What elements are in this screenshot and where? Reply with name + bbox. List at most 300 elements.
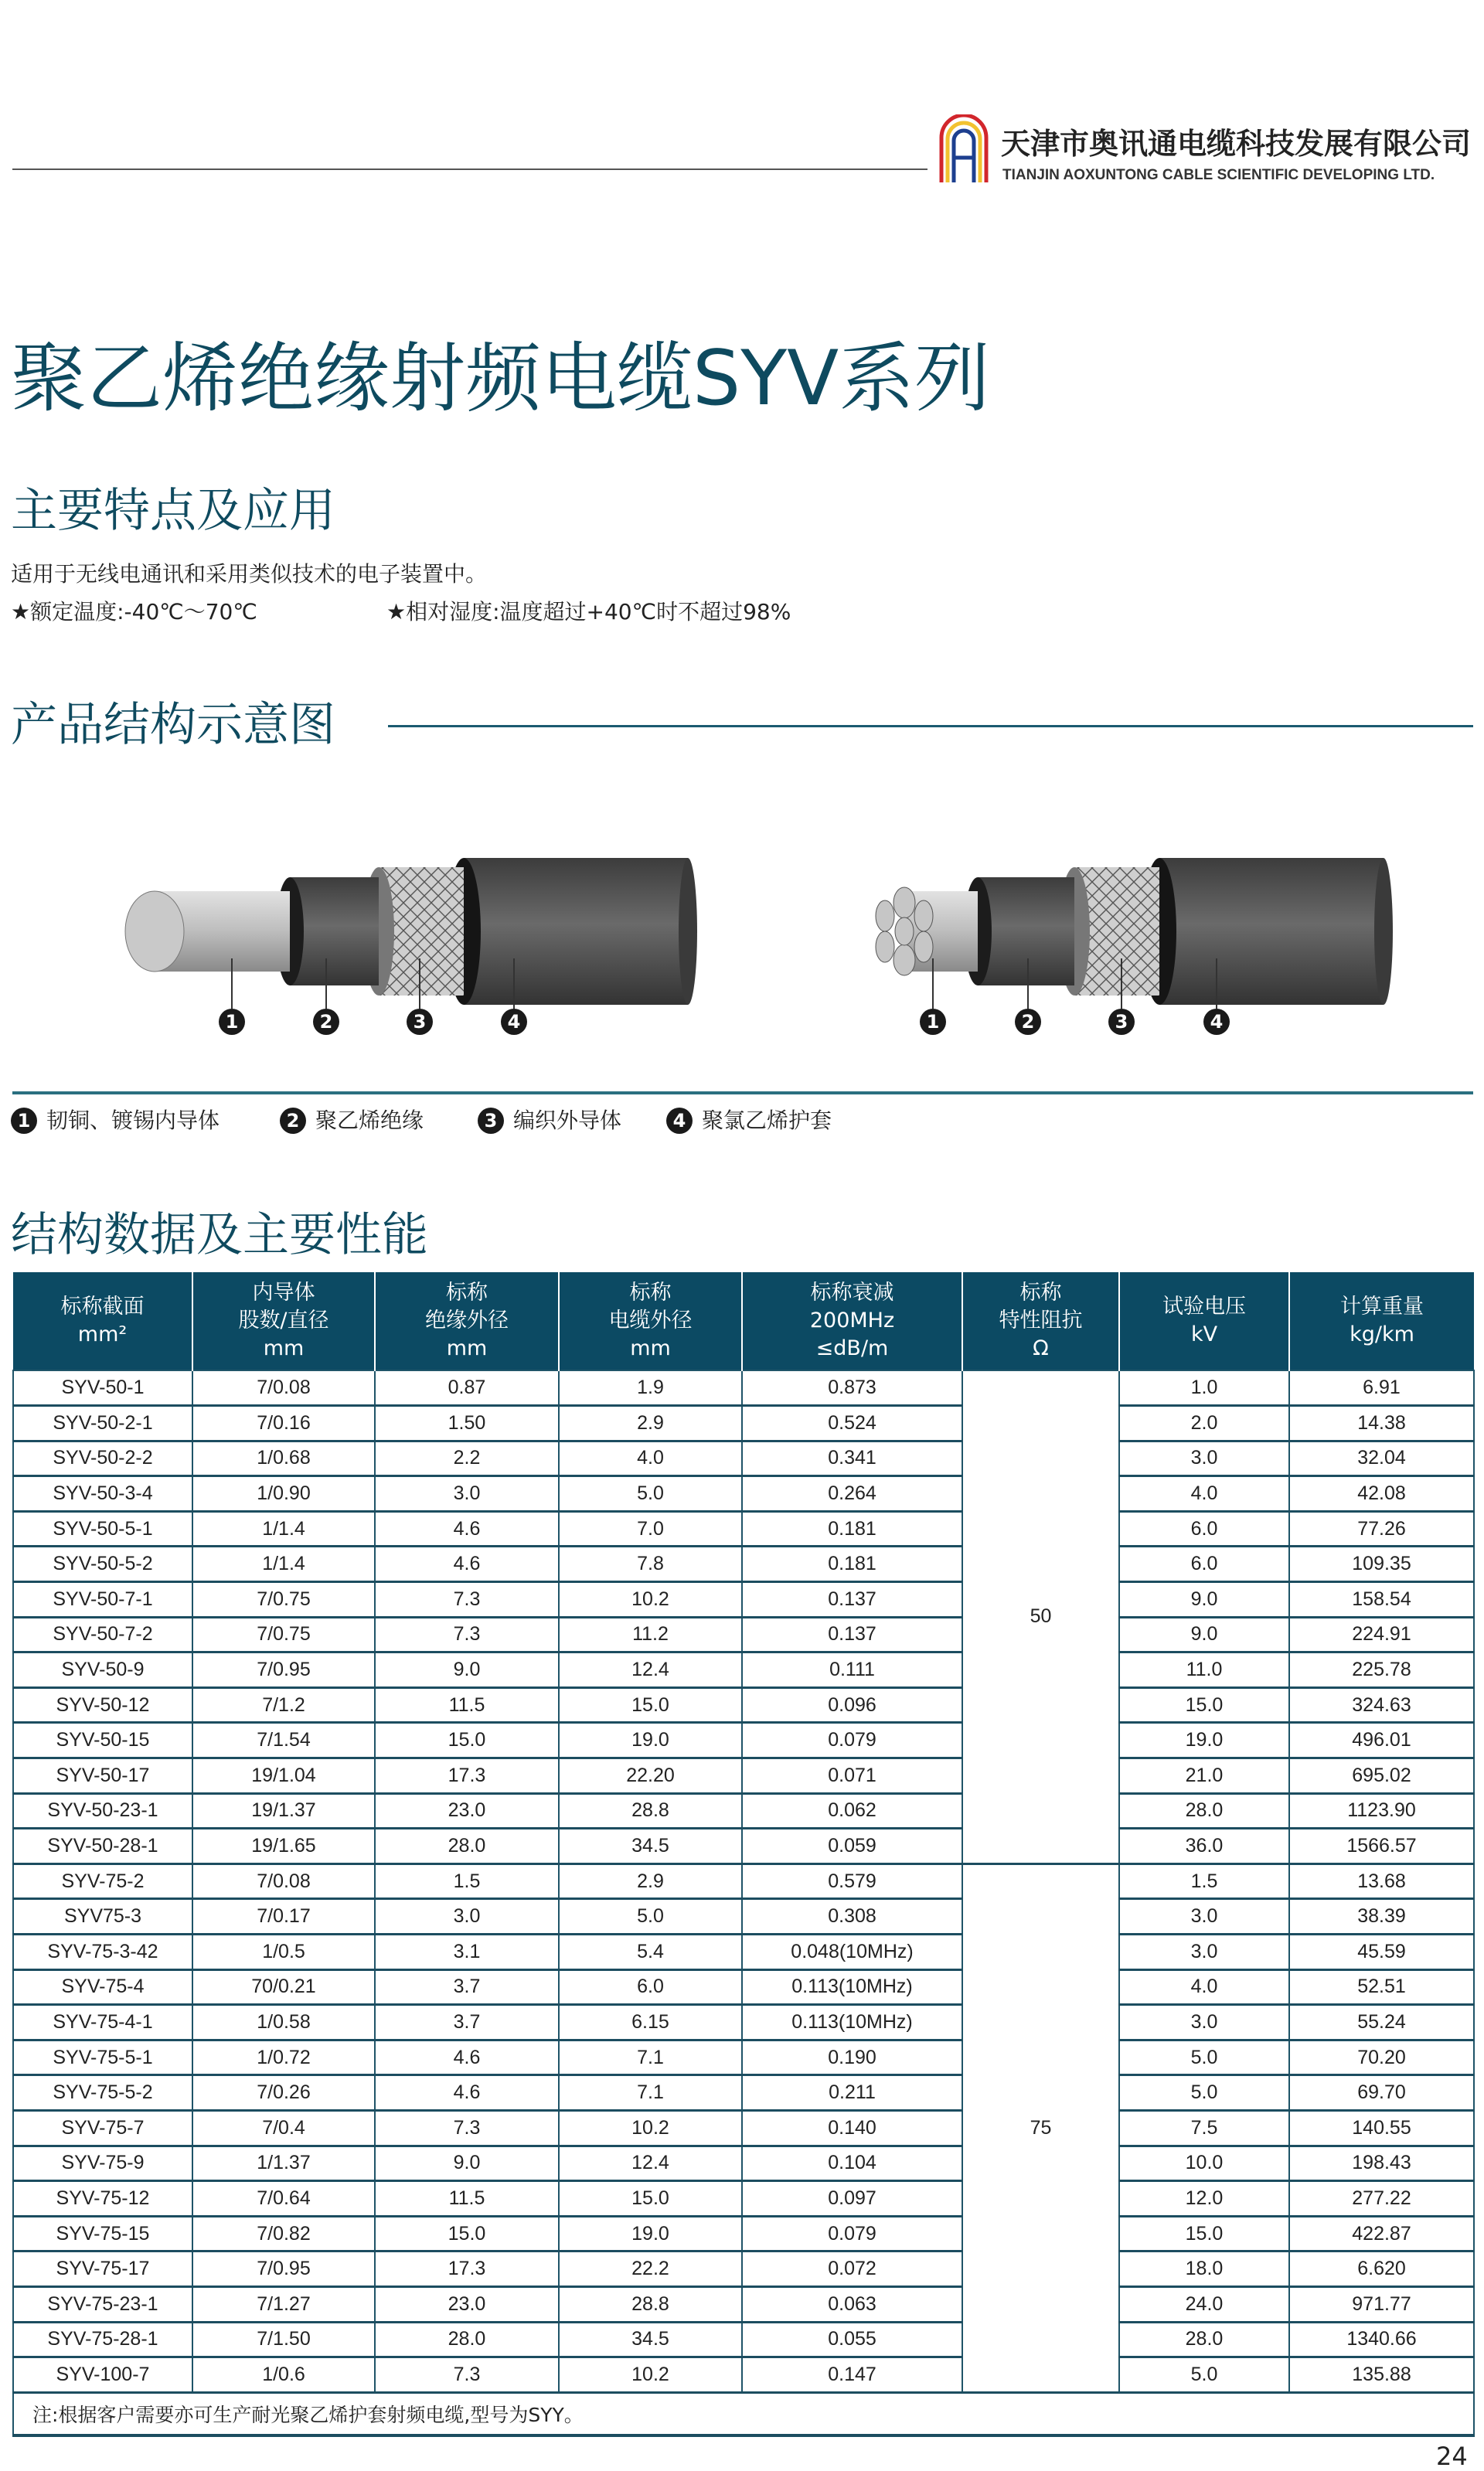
column-header-line: 股数/直径 — [238, 1309, 329, 1333]
test-voltage-cell: 6.0 — [1119, 1511, 1289, 1547]
model-cell: SYV-50-1 — [13, 1370, 192, 1406]
cable-diameter-cell: 28.8 — [559, 1793, 742, 1829]
table-row — [13, 1758, 1474, 1794]
stranded-core-cable — [876, 858, 1393, 1005]
test-voltage-cell: 1.0 — [1119, 1370, 1289, 1406]
attenuation-cell: 0.096 — [742, 1687, 962, 1723]
column-header-line: 特性阻抗 — [999, 1309, 1083, 1333]
table-heading: 结构数据及主要性能 — [11, 1208, 428, 1262]
cable-diameter-cell: 10.2 — [559, 2357, 742, 2393]
table-row — [13, 2005, 1474, 2040]
insulation-diameter-cell: 9.0 — [375, 1652, 559, 1688]
weight-cell: 38.39 — [1289, 1899, 1474, 1935]
attenuation-cell: 0.111 — [742, 1652, 962, 1688]
test-voltage-cell: 5.0 — [1119, 2357, 1289, 2393]
conductor-cell: 7/0.08 — [192, 1370, 375, 1406]
attenuation-cell: 0.072 — [742, 2251, 962, 2287]
insulation-diameter-cell: 3.7 — [375, 2005, 559, 2040]
insulation-diameter-cell: 1.5 — [375, 1863, 559, 1899]
column-header-line: mm² — [77, 1322, 128, 1346]
cable-diameter-cell: 7.1 — [559, 2075, 742, 2111]
column-header-line: 标称截面 — [60, 1295, 145, 1319]
column-header-line: 试验电压 — [1162, 1295, 1246, 1319]
insulation-diameter-cell: 9.0 — [375, 2146, 559, 2181]
insulation-diameter-cell: 11.5 — [375, 2181, 559, 2217]
weight-cell: 1123.90 — [1289, 1793, 1474, 1829]
model-cell: SYV-75-17 — [13, 2251, 192, 2287]
insulation-diameter-cell: 4.6 — [375, 1511, 559, 1547]
page-title: 聚乙烯绝缘射频电缆SYV系列 — [11, 335, 991, 423]
column-header-line: 电缆外径 — [608, 1309, 693, 1333]
header-rule — [12, 168, 928, 170]
test-voltage-cell: 11.0 — [1119, 1652, 1289, 1688]
attenuation-cell: 0.048(10MHz) — [742, 1935, 962, 1970]
weight-cell: 277.22 — [1289, 2181, 1474, 2217]
column-header-line: Ω — [1033, 1336, 1049, 1360]
conductor-cell: 1/0.58 — [192, 2005, 375, 2040]
cable-diameter-cell: 7.1 — [559, 2040, 742, 2075]
model-cell: SYV-50-23-1 — [13, 1793, 192, 1829]
test-voltage-cell: 2.0 — [1119, 1406, 1289, 1441]
model-cell: SYV-75-4 — [13, 1969, 192, 2005]
test-voltage-cell: 4.0 — [1119, 1476, 1289, 1512]
insulation-diameter-cell: 3.1 — [375, 1935, 559, 1970]
weight-cell: 695.02 — [1289, 1758, 1474, 1794]
test-voltage-cell: 3.0 — [1119, 1899, 1289, 1935]
legend-item-insulation — [280, 1107, 424, 1135]
insulation-diameter-cell: 7.3 — [375, 2110, 559, 2146]
column-header-line: 计算重量 — [1340, 1295, 1424, 1319]
weight-cell: 224.91 — [1289, 1617, 1474, 1652]
insulation-diameter-cell: 4.6 — [375, 2075, 559, 2111]
test-voltage-cell: 15.0 — [1119, 2216, 1289, 2251]
conductor-cell: 1/1.4 — [192, 1547, 375, 1582]
model-cell: SYV-75-23-1 — [13, 2286, 192, 2322]
cable-diameter-cell: 1.9 — [559, 1370, 742, 1406]
column-header-line: mm — [630, 1336, 671, 1360]
attenuation-cell: 0.524 — [742, 1406, 962, 1441]
number-badge: 4 — [666, 1108, 693, 1134]
cable-diameter-cell: 7.0 — [559, 1511, 742, 1547]
page-number: 24 — [1436, 2442, 1468, 2471]
table-row — [13, 2216, 1474, 2251]
attenuation-cell: 0.079 — [742, 2216, 962, 2251]
weight-cell: 6.91 — [1289, 1370, 1474, 1406]
attenuation-cell: 0.137 — [742, 1582, 962, 1618]
conductor-cell: 7/0.17 — [192, 1899, 375, 1935]
weight-cell: 6.620 — [1289, 2251, 1474, 2287]
insulation-diameter-cell: 17.3 — [375, 1758, 559, 1794]
column-header — [13, 1272, 192, 1370]
test-voltage-cell: 15.0 — [1119, 1687, 1289, 1723]
table-row — [13, 1829, 1474, 1864]
model-cell: SYV-50-12 — [13, 1687, 192, 1723]
attenuation-cell: 0.181 — [742, 1547, 962, 1582]
cable-diameter-cell: 11.2 — [559, 1617, 742, 1652]
weight-cell: 140.55 — [1289, 2110, 1474, 2146]
weight-cell: 109.35 — [1289, 1547, 1474, 1582]
model-cell: SYV-50-28-1 — [13, 1829, 192, 1864]
cable-diameter-cell: 5.4 — [559, 1935, 742, 1970]
column-header-line: mm — [446, 1336, 488, 1360]
cable-diameter-cell: 2.9 — [559, 1406, 742, 1441]
table-row — [13, 2146, 1474, 2181]
rated-temperature: ★额定温度:-40℃～70℃ — [11, 599, 257, 625]
table-row — [13, 1441, 1474, 1476]
model-cell: SYV-50-5-2 — [13, 1547, 192, 1582]
table-row — [13, 1899, 1474, 1935]
attenuation-cell: 0.079 — [742, 1723, 962, 1758]
legend-item-sheath — [666, 1107, 832, 1135]
callout-number: 3 — [1108, 1009, 1135, 1035]
model-cell: SYV-50-9 — [13, 1652, 192, 1688]
conductor-cell: 19/1.65 — [192, 1829, 375, 1864]
conductor-cell: 7/0.64 — [192, 2181, 375, 2217]
insulation-diameter-cell: 4.6 — [375, 2040, 559, 2075]
conductor-cell: 7/1.50 — [192, 2322, 375, 2357]
callout-number: 2 — [1015, 1009, 1041, 1035]
conductor-cell: 7/0.26 — [192, 2075, 375, 2111]
test-voltage-cell: 19.0 — [1119, 1723, 1289, 1758]
model-cell: SYV-75-3-42 — [13, 1935, 192, 1970]
conductor-cell: 1/0.90 — [192, 1476, 375, 1512]
relative-humidity: ★相对湿度:温度超过+40℃时不超过98% — [386, 599, 791, 625]
attenuation-cell: 0.579 — [742, 1863, 962, 1899]
attenuation-cell: 0.097 — [742, 2181, 962, 2217]
conductor-cell: 7/0.75 — [192, 1617, 375, 1652]
conductor-cell: 7/0.08 — [192, 1863, 375, 1899]
conductor-cell: 1/1.37 — [192, 2146, 375, 2181]
model-cell: SYV-50-5-1 — [13, 1511, 192, 1547]
column-header-line: ≤dB/m — [815, 1336, 889, 1360]
column-header-line: kg/km — [1350, 1322, 1414, 1346]
insulation-diameter-cell: 3.0 — [375, 1899, 559, 1935]
conductor-cell: 7/0.95 — [192, 1652, 375, 1688]
table-row — [13, 1406, 1474, 1441]
column-header-line: 绝缘外径 — [425, 1309, 509, 1333]
conductor-cell: 7/1.2 — [192, 1687, 375, 1723]
table-row — [13, 1969, 1474, 2005]
company-logo — [937, 114, 991, 184]
column-header — [375, 1272, 559, 1370]
weight-cell: 77.26 — [1289, 1511, 1474, 1547]
model-cell: SYV-50-17 — [13, 1758, 192, 1794]
conductor-cell: 7/0.82 — [192, 2216, 375, 2251]
insulation-diameter-cell: 7.3 — [375, 2357, 559, 2393]
column-header-line: 标称 — [629, 1281, 672, 1305]
test-voltage-cell: 3.0 — [1119, 2005, 1289, 2040]
insulation-diameter-cell: 17.3 — [375, 2251, 559, 2287]
table-row — [13, 2322, 1474, 2357]
test-voltage-cell: 3.0 — [1119, 1935, 1289, 1970]
test-voltage-cell: 7.5 — [1119, 2110, 1289, 2146]
column-header-line: 内导体 — [252, 1281, 315, 1305]
table-row — [13, 1476, 1474, 1512]
single-core-cable — [125, 858, 697, 1005]
conductor-cell: 1/0.6 — [192, 2357, 375, 2393]
test-voltage-cell: 28.0 — [1119, 2322, 1289, 2357]
table-row — [13, 2181, 1474, 2217]
column-header — [559, 1272, 742, 1370]
column-header — [1119, 1272, 1289, 1370]
attenuation-cell: 0.873 — [742, 1370, 962, 1406]
weight-cell: 198.43 — [1289, 2146, 1474, 2181]
weight-cell: 52.51 — [1289, 1969, 1474, 2005]
weight-cell: 32.04 — [1289, 1441, 1474, 1476]
insulation-diameter-cell: 4.6 — [375, 1547, 559, 1582]
insulation-diameter-cell: 15.0 — [375, 1723, 559, 1758]
insulation-diameter-cell: 15.0 — [375, 2216, 559, 2251]
weight-cell: 70.20 — [1289, 2040, 1474, 2075]
attenuation-cell: 0.264 — [742, 1476, 962, 1512]
attenuation-cell: 0.071 — [742, 1758, 962, 1794]
insulation-diameter-cell: 11.5 — [375, 1687, 559, 1723]
attenuation-cell: 0.308 — [742, 1899, 962, 1935]
insulation-diameter-cell: 23.0 — [375, 1793, 559, 1829]
table-row — [13, 1582, 1474, 1618]
weight-cell: 14.38 — [1289, 1406, 1474, 1441]
callout-number: 3 — [407, 1009, 433, 1035]
column-header — [1289, 1272, 1474, 1370]
insulation-diameter-cell: 28.0 — [375, 1829, 559, 1864]
test-voltage-cell: 5.0 — [1119, 2075, 1289, 2111]
model-cell: SYV-75-12 — [13, 2181, 192, 2217]
conductor-cell: 7/1.27 — [192, 2286, 375, 2322]
conductor-cell: 7/0.16 — [192, 1406, 375, 1441]
test-voltage-cell: 18.0 — [1119, 2251, 1289, 2287]
insulation-diameter-cell: 28.0 — [375, 2322, 559, 2357]
legend-item-conductor — [11, 1107, 220, 1135]
number-badge: 1 — [11, 1108, 37, 1134]
weight-cell: 1566.57 — [1289, 1829, 1474, 1864]
features-description: 适用于无线电通讯和采用类似技术的电子装置中。 — [11, 561, 488, 587]
conductor-cell: 7/0.95 — [192, 2251, 375, 2287]
table-row — [13, 1687, 1474, 1723]
test-voltage-cell: 9.0 — [1119, 1617, 1289, 1652]
table-note: 注:根据客户需要亦可生产耐光聚乙烯护套射频电缆,型号为SYY。 — [13, 2392, 1474, 2435]
model-cell: SYV-75-5-1 — [13, 2040, 192, 2075]
insulation-diameter-cell: 0.87 — [375, 1370, 559, 1406]
cable-diameter-cell: 6.0 — [559, 1969, 742, 2005]
attenuation-cell: 0.113(10MHz) — [742, 1969, 962, 2005]
weight-cell: 55.24 — [1289, 2005, 1474, 2040]
attenuation-cell: 0.113(10MHz) — [742, 2005, 962, 2040]
weight-cell: 422.87 — [1289, 2216, 1474, 2251]
cable-diameter-cell: 12.4 — [559, 1652, 742, 1688]
insulation-diameter-cell: 2.2 — [375, 1441, 559, 1476]
legend-rule — [12, 1091, 1473, 1094]
insulation-diameter-cell: 7.3 — [375, 1617, 559, 1652]
table-row — [13, 1547, 1474, 1582]
insulation-diameter-cell: 23.0 — [375, 2286, 559, 2322]
legend-label: 聚氯乙烯护套 — [702, 1108, 832, 1133]
test-voltage-cell: 5.0 — [1119, 2040, 1289, 2075]
impedance-cell: 50 — [962, 1370, 1119, 1863]
model-cell: SYV-100-7 — [13, 2357, 192, 2393]
cable-diameter-cell: 7.8 — [559, 1547, 742, 1582]
weight-cell: 225.78 — [1289, 1652, 1474, 1688]
callout-number: 2 — [313, 1009, 339, 1035]
table-row — [13, 1935, 1474, 1970]
column-header-line: 标称 — [1019, 1281, 1062, 1305]
cable-diameter-cell: 2.9 — [559, 1863, 742, 1899]
model-cell: SYV-50-7-1 — [13, 1582, 192, 1618]
model-cell: SYV-50-15 — [13, 1723, 192, 1758]
cable-diameter-cell: 5.0 — [559, 1476, 742, 1512]
attenuation-cell: 0.341 — [742, 1441, 962, 1476]
company-name-en: TIANJIN AOXUNTONG CABLE SCIENTIFIC DEVELOPING LTD. — [1002, 167, 1435, 183]
conductor-cell: 7/0.75 — [192, 1582, 375, 1618]
impedance-cell: 75 — [962, 1863, 1119, 2392]
column-header-line: 200MHz — [809, 1309, 895, 1333]
table-row — [13, 2251, 1474, 2287]
weight-cell: 69.70 — [1289, 2075, 1474, 2111]
conductor-cell: 19/1.37 — [192, 1793, 375, 1829]
model-cell: SYV-75-7 — [13, 2110, 192, 2146]
table-row — [13, 1370, 1474, 1406]
test-voltage-cell: 36.0 — [1119, 1829, 1289, 1864]
model-cell: SYV-50-2-1 — [13, 1406, 192, 1441]
weight-cell: 324.63 — [1289, 1687, 1474, 1723]
company-name-cn: 天津市奥讯通电缆科技发展有限公司 — [1001, 127, 1472, 161]
test-voltage-cell: 3.0 — [1119, 1441, 1289, 1476]
legend-item-braid — [478, 1107, 621, 1135]
legend-label: 编织外导体 — [513, 1108, 622, 1133]
weight-cell: 135.88 — [1289, 2357, 1474, 2393]
insulation-diameter-cell: 7.3 — [375, 1582, 559, 1618]
attenuation-cell: 0.059 — [742, 1829, 962, 1864]
attenuation-cell: 0.055 — [742, 2322, 962, 2357]
structure-heading: 产品结构示意图 — [11, 698, 335, 752]
conductor-cell: 70/0.21 — [192, 1969, 375, 2005]
cable-diameter-cell: 19.0 — [559, 2216, 742, 2251]
cable-diameter-cell: 15.0 — [559, 1687, 742, 1723]
callout-number: 4 — [1203, 1009, 1230, 1035]
test-voltage-cell: 1.5 — [1119, 1863, 1289, 1899]
callout-number: 4 — [501, 1009, 527, 1035]
weight-cell: 158.54 — [1289, 1582, 1474, 1618]
table-row — [13, 2040, 1474, 2075]
cable-diameter-cell: 10.2 — [559, 1582, 742, 1618]
test-voltage-cell: 12.0 — [1119, 2181, 1289, 2217]
legend-label: 韧铜、镀锡内导体 — [46, 1108, 220, 1133]
test-voltage-cell: 28.0 — [1119, 1793, 1289, 1829]
cable-diameter-cell: 5.0 — [559, 1899, 742, 1935]
weight-cell: 496.01 — [1289, 1723, 1474, 1758]
conductor-cell: 1/1.4 — [192, 1511, 375, 1547]
table-row — [13, 1723, 1474, 1758]
conductor-cell: 1/0.68 — [192, 1441, 375, 1476]
column-header-line: 标称 — [446, 1281, 488, 1305]
conductor-cell: 1/0.5 — [192, 1935, 375, 1970]
callout-number: 1 — [920, 1009, 946, 1035]
attenuation-cell: 0.190 — [742, 2040, 962, 2075]
weight-cell: 45.59 — [1289, 1935, 1474, 1970]
table-row — [13, 1652, 1474, 1688]
legend-label: 聚乙烯绝缘 — [315, 1108, 424, 1133]
test-voltage-cell: 10.0 — [1119, 2146, 1289, 2181]
attenuation-cell: 0.137 — [742, 1617, 962, 1652]
cable-diameter-cell: 10.2 — [559, 2110, 742, 2146]
table-row — [13, 1617, 1474, 1652]
structure-heading-rule — [388, 725, 1473, 727]
column-header — [962, 1272, 1119, 1370]
insulation-diameter-cell: 1.50 — [375, 1406, 559, 1441]
conductor-cell: 1/0.72 — [192, 2040, 375, 2075]
model-cell: SYV-50-2-2 — [13, 1441, 192, 1476]
attenuation-cell: 0.062 — [742, 1793, 962, 1829]
model-cell: SYV-50-7-2 — [13, 1617, 192, 1652]
cable-diameter-cell: 34.5 — [559, 2322, 742, 2357]
note-row — [13, 2392, 1474, 2435]
model-cell: SYV-75-5-2 — [13, 2075, 192, 2111]
weight-cell: 971.77 — [1289, 2286, 1474, 2322]
conductor-cell: 7/1.54 — [192, 1723, 375, 1758]
table-header-row — [13, 1272, 1474, 1370]
cable-diameter-cell: 22.20 — [559, 1758, 742, 1794]
model-cell: SYV-75-15 — [13, 2216, 192, 2251]
cable-diameter-cell: 28.8 — [559, 2286, 742, 2322]
weight-cell: 13.68 — [1289, 1863, 1474, 1899]
test-voltage-cell: 21.0 — [1119, 1758, 1289, 1794]
conductor-cell: 7/0.4 — [192, 2110, 375, 2146]
insulation-diameter-cell: 3.0 — [375, 1476, 559, 1512]
model-cell: SYV-50-3-4 — [13, 1476, 192, 1512]
table-row — [13, 1511, 1474, 1547]
model-cell: SYV-75-9 — [13, 2146, 192, 2181]
insulation-diameter-cell: 3.7 — [375, 1969, 559, 2005]
table-row — [13, 1863, 1474, 1899]
column-header-line: 标称衰减 — [810, 1281, 894, 1305]
model-cell: SYV75-3 — [13, 1899, 192, 1935]
attenuation-cell: 0.063 — [742, 2286, 962, 2322]
table-row — [13, 2357, 1474, 2393]
column-header — [742, 1272, 962, 1370]
cable-diameter-cell: 34.5 — [559, 1829, 742, 1864]
weight-cell: 1340.66 — [1289, 2322, 1474, 2357]
weight-cell: 42.08 — [1289, 1476, 1474, 1512]
attenuation-cell: 0.147 — [742, 2357, 962, 2393]
table-row — [13, 2286, 1474, 2322]
cable-diameter-cell: 6.15 — [559, 2005, 742, 2040]
callout-number: 1 — [219, 1009, 245, 1035]
number-badge: 2 — [280, 1108, 306, 1134]
column-header-line: mm — [263, 1336, 305, 1360]
attenuation-cell: 0.140 — [742, 2110, 962, 2146]
model-cell: SYV-75-28-1 — [13, 2322, 192, 2357]
test-voltage-cell: 6.0 — [1119, 1547, 1289, 1582]
column-header-line: kV — [1190, 1322, 1218, 1346]
model-cell: SYV-75-4-1 — [13, 2005, 192, 2040]
attenuation-cell: 0.104 — [742, 2146, 962, 2181]
table-row — [13, 1793, 1474, 1829]
features-heading: 主要特点及应用 — [11, 484, 335, 538]
attenuation-cell: 0.211 — [742, 2075, 962, 2111]
cable-diameter-cell: 19.0 — [559, 1723, 742, 1758]
table-row — [13, 2110, 1474, 2146]
cable-diameter-cell: 12.4 — [559, 2146, 742, 2181]
conductor-cell: 19/1.04 — [192, 1758, 375, 1794]
model-cell: SYV-75-2 — [13, 1863, 192, 1899]
test-voltage-cell: 24.0 — [1119, 2286, 1289, 2322]
cable-diameter-cell: 4.0 — [559, 1441, 742, 1476]
cable-diameter-cell: 15.0 — [559, 2181, 742, 2217]
attenuation-cell: 0.181 — [742, 1511, 962, 1547]
number-badge: 3 — [478, 1108, 504, 1134]
test-voltage-cell: 4.0 — [1119, 1969, 1289, 2005]
table-row — [13, 2075, 1474, 2111]
cable-diameter-cell: 22.2 — [559, 2251, 742, 2287]
